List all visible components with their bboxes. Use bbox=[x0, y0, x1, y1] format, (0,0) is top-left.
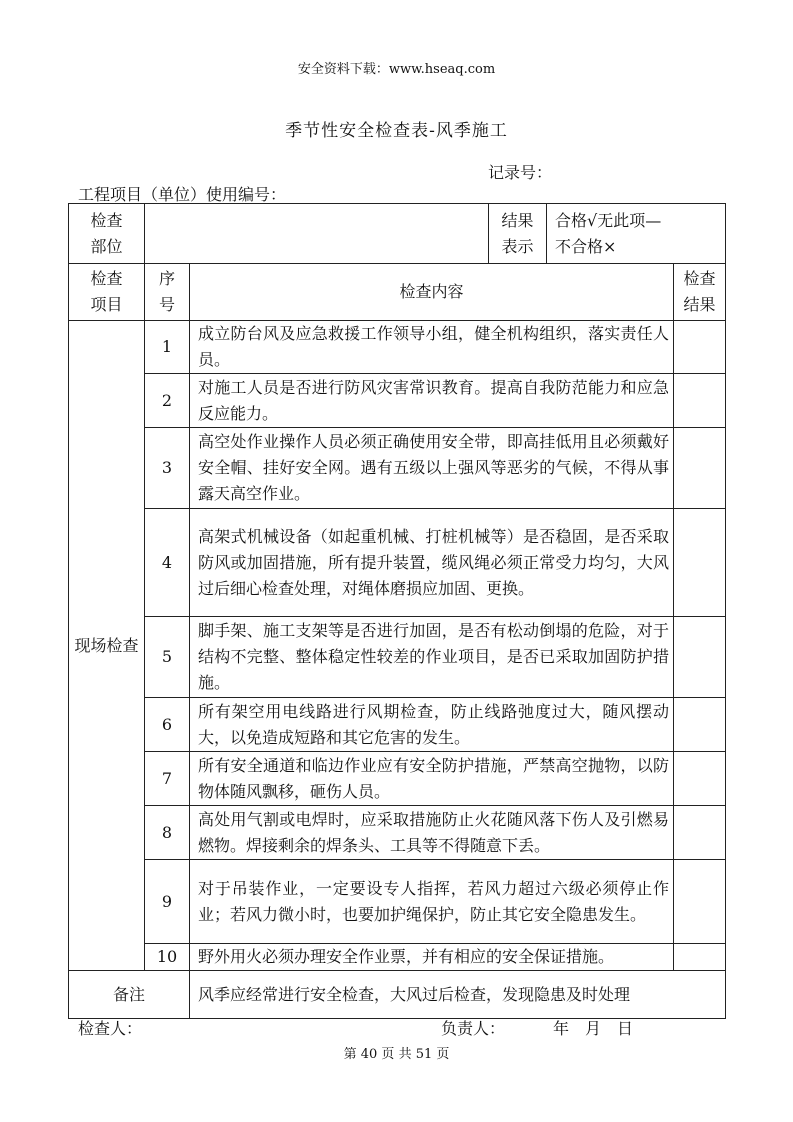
row-result[interactable] bbox=[674, 617, 726, 698]
table-row bbox=[69, 944, 726, 971]
row-result[interactable] bbox=[674, 698, 726, 752]
row-number: 8 bbox=[145, 806, 190, 860]
inspection-table bbox=[68, 203, 726, 1019]
row-number: 5 bbox=[145, 617, 190, 698]
row-content: 高架式机械设备（如起重机械、打桩机械等）是否稳固，是否采取防风或加固措施，所有提升装置，缆风绳必须正常受力均匀，大风过后细心检查处理，对绳体磨损应加固、更换。 bbox=[190, 509, 674, 617]
result-legend-line2: 不合格× bbox=[555, 236, 617, 256]
row-result[interactable] bbox=[674, 944, 726, 971]
col-header-item-line1: 检查 bbox=[90, 269, 123, 288]
row-content: 高处用气割或电焊时，应采取措施防止火花随风落下伤人及引燃易燃物。焊接剩余的焊条头、工具等不得随意下丢。 bbox=[190, 806, 674, 860]
col-header-item bbox=[69, 264, 145, 321]
row-content: 高空处作业操作人员必须正确使用安全带，即高挂低用且必须戴好安全帽、挂好安全网。遇有五级以上强风等恶劣的气候，不得从事露天高空作业。 bbox=[190, 428, 674, 509]
row-result[interactable] bbox=[674, 428, 726, 509]
row-number: 3 bbox=[145, 428, 190, 509]
table-row bbox=[69, 752, 726, 806]
table-row bbox=[69, 374, 726, 428]
row-content: 野外用火必须办理安全作业票，并有相应的安全保证措施。 bbox=[190, 944, 674, 971]
download-banner: 安全资料下载：www.hseaq.com bbox=[297, 62, 496, 77]
row-content: 脚手架、施工支架等是否进行加固，是否有松动倒塌的危险，对于结构不完整、整体稳定性较差的作业项目，是否已采取加固防护措施。 bbox=[190, 617, 674, 698]
document-title: 季节性安全检查表-风季施工 bbox=[285, 121, 508, 141]
part-value-cell[interactable] bbox=[145, 204, 489, 264]
remark-text: 风季应经常进行安全检查，大风过后检查，发现隐患及时处理 bbox=[190, 971, 726, 1019]
row-content: 成立防台风及应急救援工作领导小组，健全机构组织，落实责任人员。 bbox=[190, 321, 674, 374]
row-content: 所有架空用电线路进行风期检查，防止线路弛度过大，随风摆动大，以免造成短路和其它危害的发生。 bbox=[190, 698, 674, 752]
col-header-content: 检查内容 bbox=[190, 264, 674, 321]
table-row bbox=[69, 860, 726, 944]
col-header-result-line2: 结果 bbox=[683, 295, 716, 314]
row-number: 7 bbox=[145, 752, 190, 806]
part-label-line1: 检查 bbox=[90, 210, 123, 230]
row-number: 10 bbox=[145, 944, 190, 971]
col-header-seq-line2: 号 bbox=[158, 295, 175, 314]
table-row bbox=[69, 509, 726, 617]
col-header-seq bbox=[145, 264, 190, 321]
row-content: 对于吊装作业，一定要设专人指挥，若风力超过六级必须停止作业；若风力微小时，也要加护绳保护，防止其它安全隐患发生。 bbox=[190, 860, 674, 944]
responsible-label: 负责人： bbox=[441, 1019, 506, 1038]
row-result[interactable] bbox=[674, 374, 726, 428]
row-number: 4 bbox=[145, 509, 190, 617]
table-column-header-row bbox=[69, 264, 726, 321]
table-row bbox=[69, 617, 726, 698]
row-number: 1 bbox=[145, 321, 190, 374]
table-row bbox=[69, 806, 726, 860]
result-legend-cell bbox=[547, 204, 726, 264]
project-number-label: 工程项目（单位）使用编号： bbox=[78, 185, 287, 204]
row-content: 对施工人员是否进行防风灾害常识教育。提高自我防范能力和应急反应能力。 bbox=[190, 374, 674, 428]
inspector-label: 检查人： bbox=[78, 1019, 143, 1038]
row-result[interactable] bbox=[674, 509, 726, 617]
table-row bbox=[69, 321, 726, 374]
record-number-label: 记录号： bbox=[488, 163, 553, 182]
section-label-cell: 现场检查 bbox=[69, 321, 145, 971]
result-label-line1: 结果 bbox=[501, 210, 534, 230]
result-label-cell bbox=[489, 204, 547, 264]
remark-row bbox=[69, 971, 726, 1019]
table-header-part-row bbox=[69, 204, 726, 264]
page-number: 第 40 页 共 51 页 bbox=[343, 1047, 450, 1062]
part-label-cell bbox=[69, 204, 145, 264]
result-label-line2: 表示 bbox=[501, 236, 534, 256]
row-number: 2 bbox=[145, 374, 190, 428]
table-row bbox=[69, 428, 726, 509]
remark-label: 备注 bbox=[69, 971, 190, 1019]
row-result[interactable] bbox=[674, 860, 726, 944]
row-number: 6 bbox=[145, 698, 190, 752]
row-number: 9 bbox=[145, 860, 190, 944]
part-label-line2: 部位 bbox=[90, 236, 123, 256]
col-header-item-line2: 项目 bbox=[90, 295, 123, 314]
col-header-seq-line1: 序 bbox=[158, 269, 175, 288]
row-content: 所有安全通道和临边作业应有安全防护措施，严禁高空抛物，以防物体随风飘移，砸伤人员。 bbox=[190, 752, 674, 806]
col-header-result bbox=[674, 264, 726, 321]
row-result[interactable] bbox=[674, 321, 726, 374]
date-label: 年 月 日 bbox=[553, 1019, 634, 1038]
table-row bbox=[69, 698, 726, 752]
row-result[interactable] bbox=[674, 752, 726, 806]
col-header-result-line1: 检查 bbox=[683, 269, 716, 288]
result-legend-line1: 合格√无此项— bbox=[555, 210, 662, 230]
row-result[interactable] bbox=[674, 806, 726, 860]
